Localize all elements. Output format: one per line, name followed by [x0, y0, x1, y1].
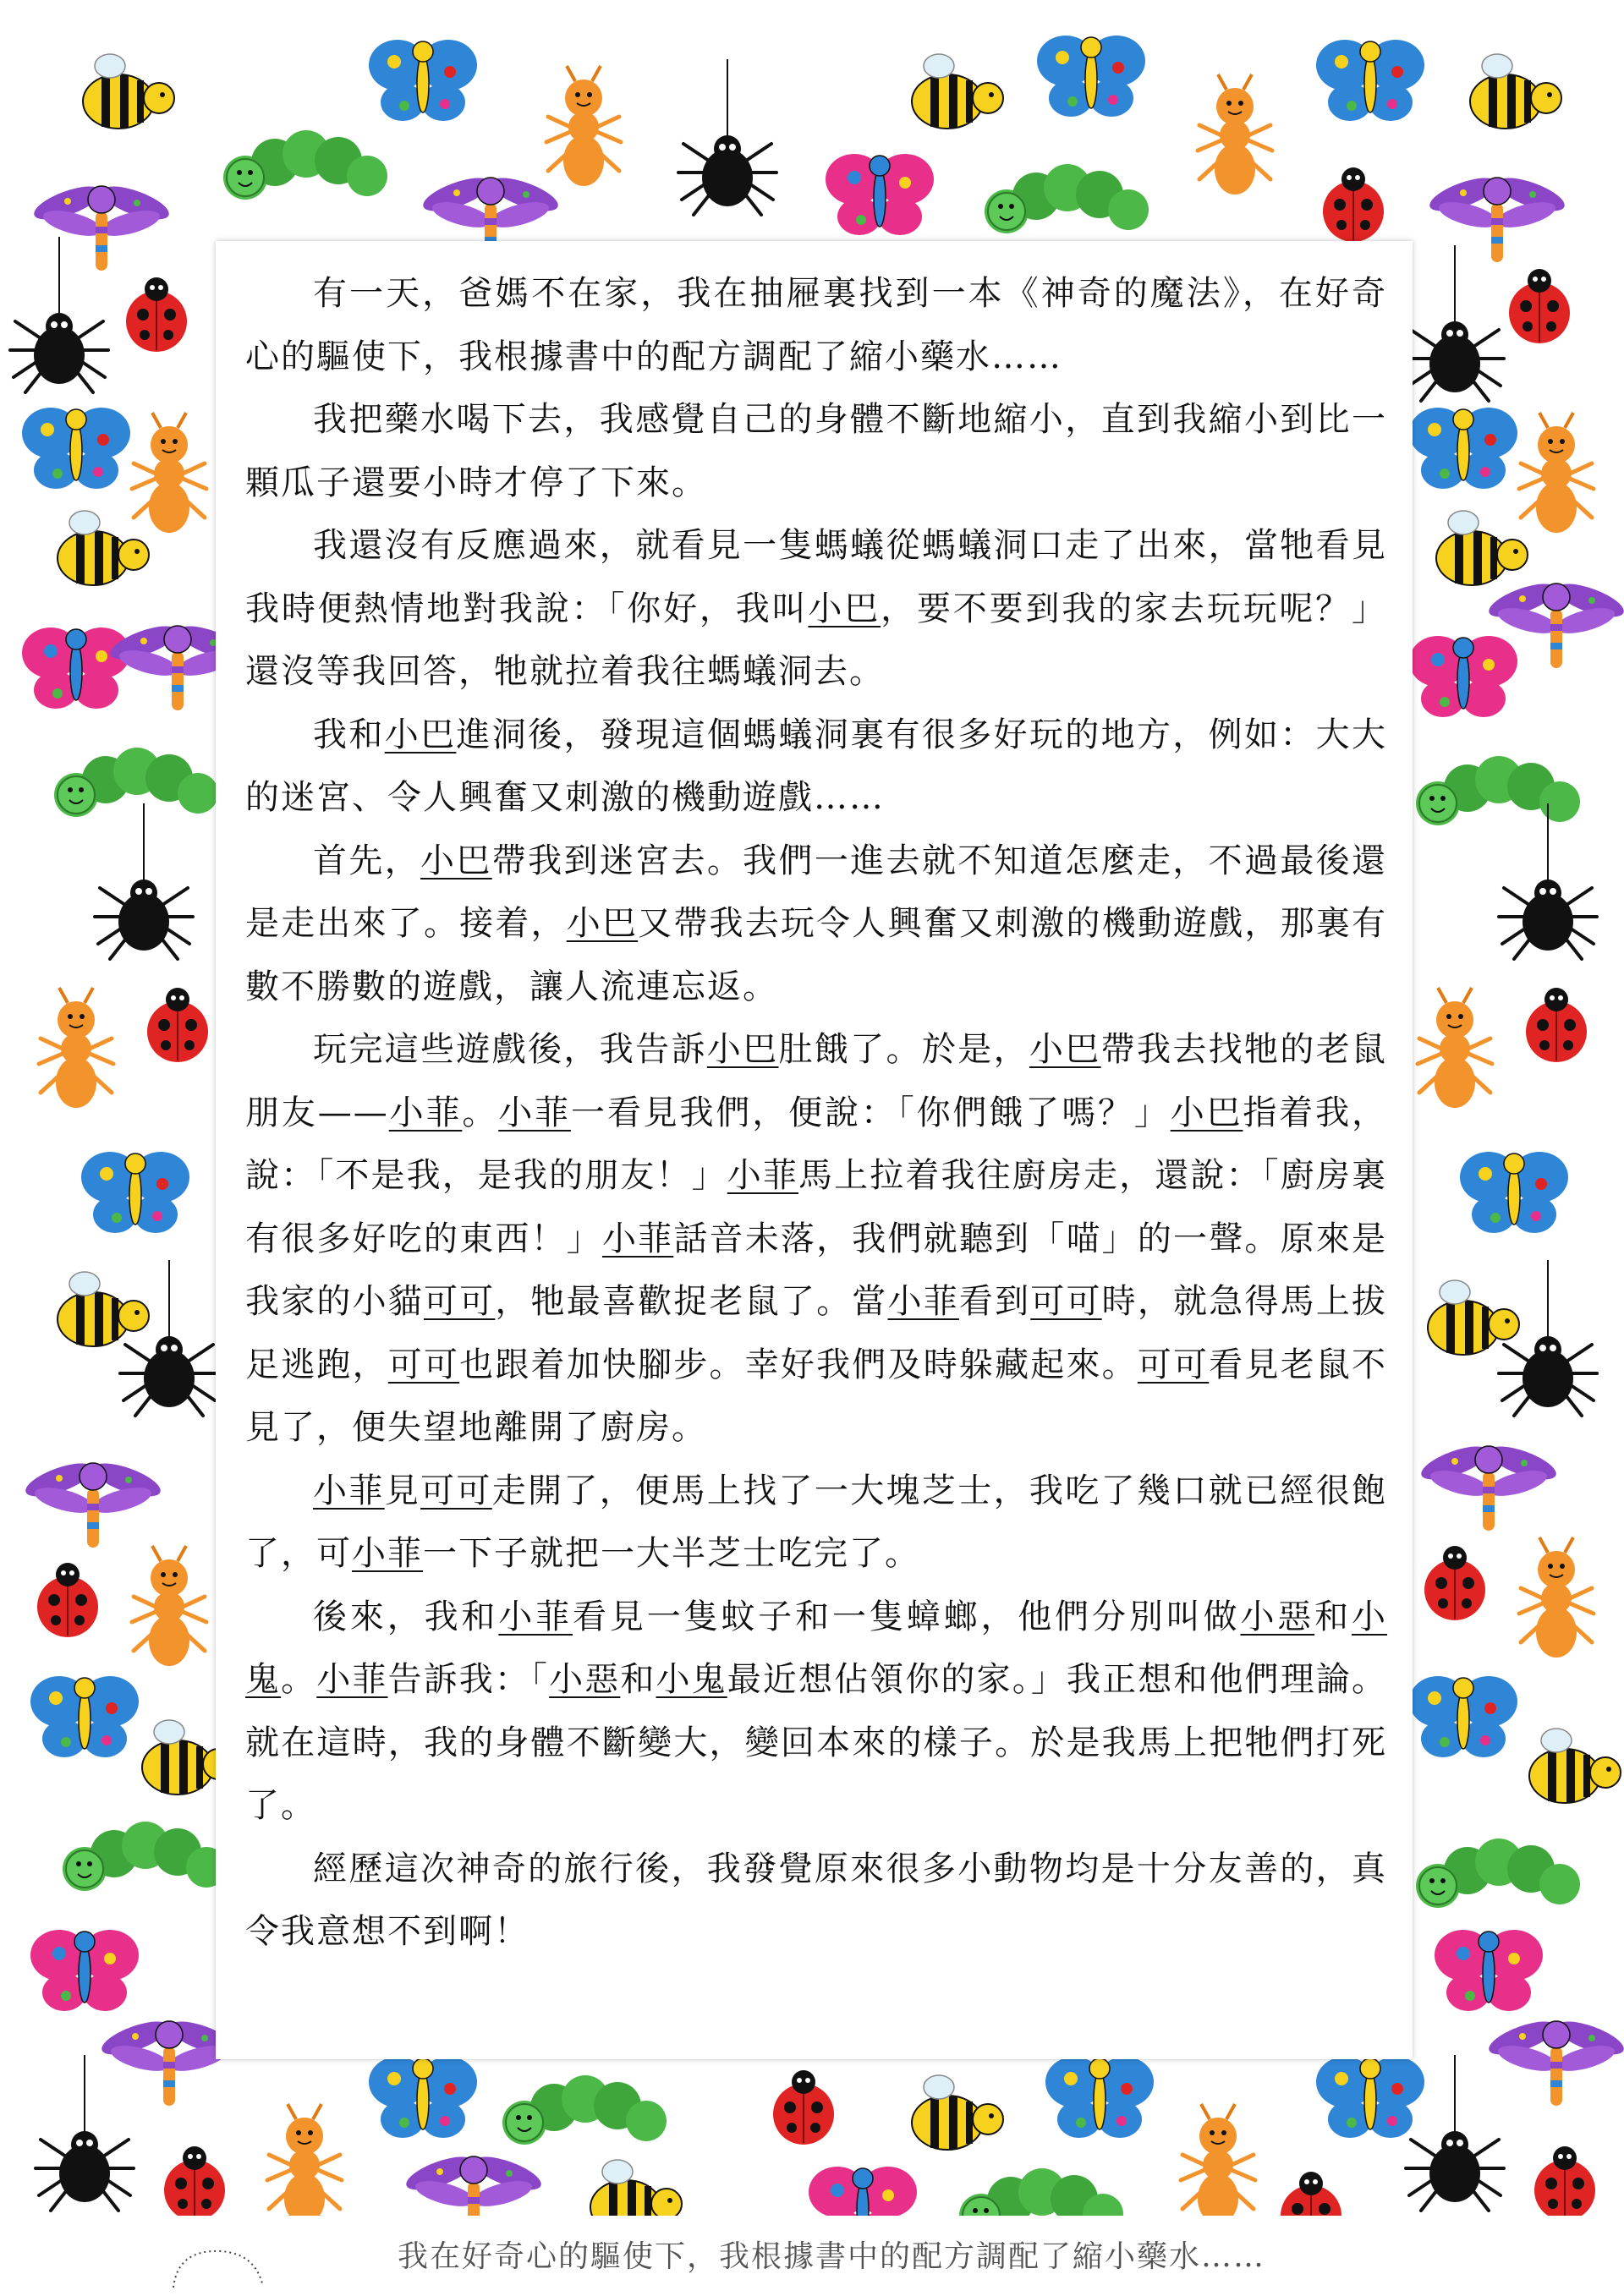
essay-text: 話音未落，我們就聽到「喵」的一聲。原來是我家的小貓 — [245, 1219, 1388, 1321]
character-name: 小巴 — [384, 715, 457, 754]
character-name: 小菲 — [727, 1156, 798, 1195]
essay-text: 我還沒有反應過來，就看見一隻螞蟻從螞蟻洞口走了出來，當牠看見我時便熱情地對我說：「你好，我叫 — [245, 526, 1387, 628]
character-name: 可可 — [1137, 1345, 1210, 1384]
character-name: 小菲 — [601, 1219, 674, 1258]
essay-text: 看見一隻蚊子和一隻蟑螂，他們分別叫做 — [573, 1597, 1241, 1636]
essay-text: 我和 — [313, 715, 385, 754]
essay-paragraph — [245, 262, 1387, 388]
character-name: 小巴 — [1170, 1093, 1243, 1132]
essay-text: 肚餓了。於是， — [778, 1030, 1029, 1069]
character-name: 小巴 — [566, 904, 639, 943]
essay-text: 看見老鼠不見了，便失望地離開了廚房。 — [245, 1345, 1388, 1447]
essay-paragraph — [245, 1460, 1387, 1586]
essay-text: 指着我，說：「不是我，是我的朋友！」 — [245, 1093, 1388, 1195]
essay-text: 帶我去找牠的老鼠朋友—— — [245, 1030, 1388, 1132]
character-name: 可可 — [423, 1282, 496, 1321]
character-name: 小菲 — [313, 1471, 385, 1510]
essay-paragraph — [245, 704, 1387, 830]
character-name: 可可 — [1030, 1282, 1102, 1321]
essay-text: 我把藥水喝下去，我感覺自己的身體不斷地縮小，直到我縮小到比一顆瓜子還要小時才停了下來。 — [245, 400, 1387, 502]
essay-text: 和 — [1314, 1597, 1352, 1636]
character-name: 小菲 — [316, 1660, 388, 1699]
essay-paragraph — [245, 388, 1387, 514]
doodle-icon — [169, 2241, 271, 2292]
essay-text: 後來，我和 — [313, 1597, 499, 1636]
essay-text: 走開了，便馬上找了一大塊芝士，我吃了幾口就已經很飽了，可 — [245, 1471, 1388, 1573]
character-name: 小巴 — [706, 1030, 779, 1069]
essay-text: 。 — [281, 1660, 317, 1699]
character-name: 可可 — [387, 1345, 460, 1384]
essay-paragraph — [245, 514, 1387, 704]
essay-text: 有一天，爸媽不在家，我在抽屜裏找到一本《神奇的魔法》，在好奇心的驅使下，我根據書中的配方調配了縮小藥水…… — [245, 274, 1387, 376]
essay-text: 一看見我們，便說：「你們餓了嗎？」 — [570, 1093, 1171, 1132]
essay-text: 帶我到迷宮去。我們一進去就不知道怎麼走，不過最後還是走出來了。接着， — [245, 841, 1388, 943]
essay-paragraph — [245, 1586, 1387, 1838]
character-name: 小鬼 — [656, 1660, 727, 1699]
character-name: 小菲 — [498, 1597, 573, 1636]
character-name: 小菲 — [388, 1093, 463, 1132]
character-name: 可可 — [420, 1471, 492, 1510]
essay-text: 和 — [620, 1660, 656, 1699]
essay-body — [245, 262, 1387, 1964]
essay-paragraph — [245, 830, 1387, 1019]
character-name: 小巴 — [420, 841, 492, 880]
essay-text: 最近想佔領你的家。」我正想和他們理論。就在這時，我的身體不斷變大，變回本來的樣子。於是我馬上把牠們打死了。 — [245, 1660, 1387, 1825]
essay-text: 也跟着加快腳步。幸好我們及時躲藏起來。 — [459, 1345, 1138, 1384]
character-name: 小惡 — [1240, 1597, 1315, 1636]
essay-paragraph — [245, 1838, 1387, 1964]
essay-paragraph — [245, 1018, 1387, 1460]
character-name: 小巴 — [808, 589, 881, 628]
essay-text: ，牠最喜歡捉老鼠了。當 — [495, 1282, 888, 1321]
essay-text: 首先， — [313, 841, 421, 880]
character-name: 小鬼 — [245, 1597, 1388, 1699]
essay-text: 看到 — [958, 1282, 1031, 1321]
character-name: 小菲 — [498, 1093, 571, 1132]
essay-text: 進洞後，發現這個螞蟻洞裏有很多好玩的地方，例如：大大的迷宮、令人興奮又刺激的機動遊戲…… — [245, 715, 1388, 817]
essay-text: 馬上拉着我往廚房走，還說：「廚房裏有很多好吃的東西！」 — [245, 1156, 1387, 1258]
essay-text: 玩完這些遊戲後，我告訴 — [313, 1030, 707, 1069]
essay-text: 經歷這次神奇的旅行後，我發覺原來很多小動物均是十分友善的，真令我意想不到啊！ — [245, 1849, 1387, 1951]
essay-text: 一下子就把一大半芝士吃完了。 — [423, 1534, 920, 1573]
character-name: 小菲 — [352, 1534, 423, 1573]
character-name: 小菲 — [887, 1282, 959, 1321]
essay-text: 時，就急得馬上拔足逃跑， — [245, 1282, 1388, 1384]
essay-text: 告訴我：「 — [387, 1660, 550, 1699]
essay-text: 。 — [462, 1093, 499, 1132]
essay-text: ，要不要到我的家去玩玩呢？」還沒等我回答，牠就拉着我往螞蟻洞去。 — [245, 589, 1388, 691]
essay-text: 又帶我去玩令人興奮又刺激的機動遊戲，那裏有數不勝數的遊戲，讓人流連忘返。 — [245, 904, 1388, 1006]
essay-text: 見 — [384, 1471, 421, 1510]
character-name: 小惡 — [549, 1660, 621, 1699]
cropped-footer-text: 我在好奇心的驅使下，我根據書中的配方調配了縮小藥水…… — [398, 2239, 1266, 2274]
character-name: 小巴 — [1029, 1030, 1101, 1069]
